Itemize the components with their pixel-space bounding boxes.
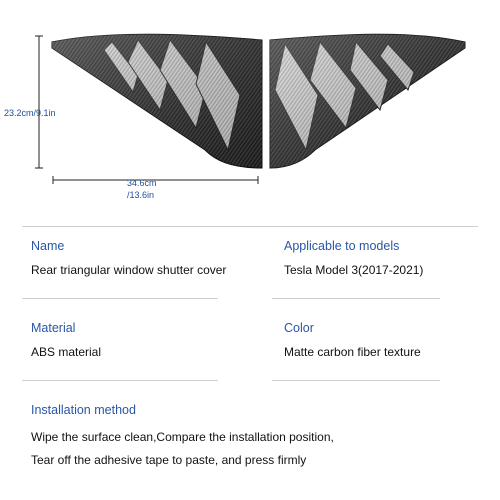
height-dimension-label: 23.2cm/9.1in (4, 108, 56, 118)
models-label: Applicable to models (284, 239, 400, 253)
installation-label: Installation method (31, 403, 136, 417)
divider (22, 226, 478, 227)
models-value: Tesla Model 3(2017-2021) (284, 263, 424, 277)
color-label: Color (284, 321, 314, 335)
installation-line-2: Tear off the adhesive tape to paste, and press firmly (31, 453, 307, 467)
left-shutter-panel (52, 34, 262, 168)
product-illustration (0, 0, 500, 210)
divider (272, 298, 440, 299)
name-value: Rear triangular window shutter cover (31, 263, 227, 277)
right-shutter-panel (270, 34, 465, 168)
width-dimension-label-cm: 34.6cm (127, 178, 157, 188)
name-label: Name (31, 239, 65, 253)
material-value: ABS material (31, 345, 102, 359)
height-dimension-line (35, 36, 43, 168)
width-dimension-label-in: /13.6in (127, 190, 155, 200)
divider (22, 298, 218, 299)
divider (22, 380, 218, 381)
installation-line-1: Wipe the surface clean,Compare the installation position, (31, 430, 334, 444)
color-value: Matte carbon fiber texture (284, 345, 421, 359)
material-label: Material (31, 321, 76, 335)
product-figure (0, 0, 500, 210)
divider (272, 380, 440, 381)
